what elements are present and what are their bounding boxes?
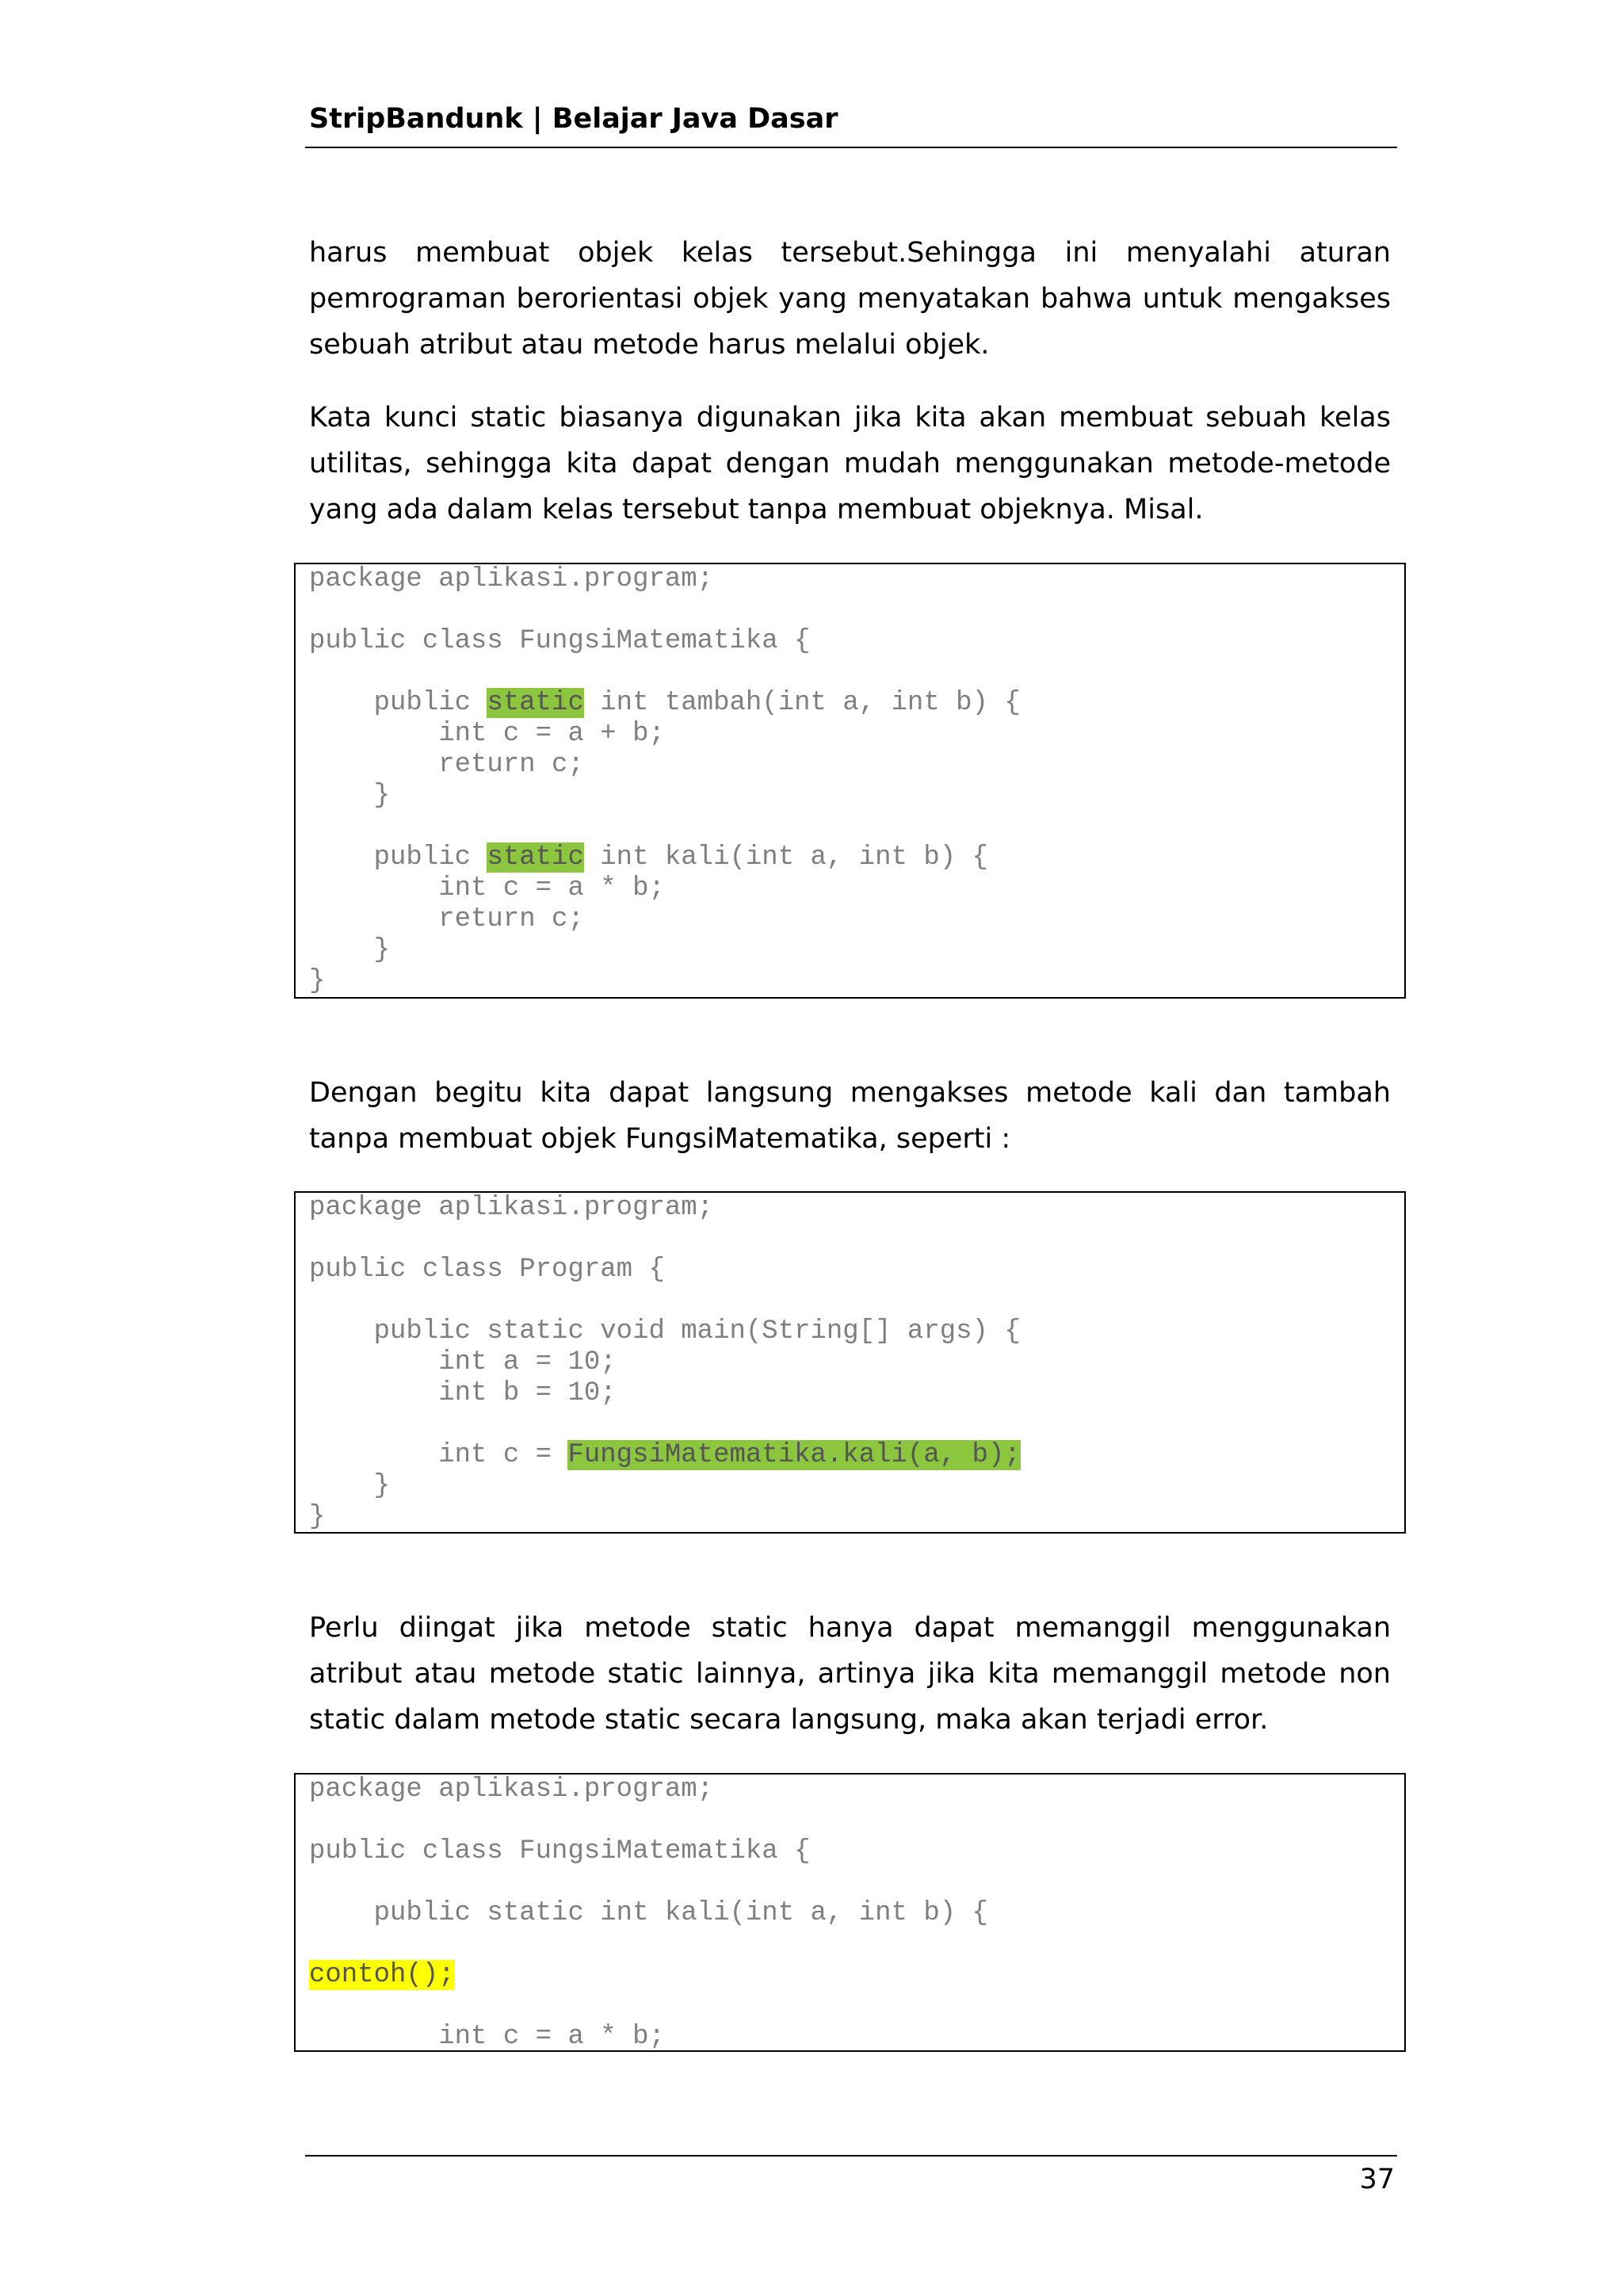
code-line <box>296 904 1404 935</box>
code-line <box>296 1193 1404 1224</box>
code-line <box>296 719 1404 750</box>
code-line <box>296 1960 1404 1991</box>
code-text: public static int kali(int a, int b) { <box>309 1898 988 1928</box>
code-text: public <box>309 842 487 873</box>
code-text: public class FungsiMatematika { <box>309 1836 811 1866</box>
code-text: public class FungsiMatematika { <box>309 626 811 656</box>
code-line <box>296 1440 1404 1471</box>
footer-rule <box>305 2155 1397 2157</box>
header-title: StripBandunk | Belajar Java Dasar <box>309 103 838 135</box>
code-line <box>296 935 1404 966</box>
header-rule <box>305 147 1397 148</box>
code-line <box>296 873 1404 904</box>
code-text: package aplikasi.program; <box>309 564 714 594</box>
code-text: package aplikasi.program; <box>309 1193 714 1223</box>
code-line <box>296 1502 1404 1533</box>
code-text: return c; <box>309 750 584 780</box>
code-line <box>296 1316 1404 1347</box>
code-text: } <box>309 1502 326 1532</box>
code-text: } <box>309 781 391 811</box>
code-block <box>294 1191 1406 1534</box>
code-text: } <box>309 1471 391 1501</box>
code-line <box>296 1929 1404 1960</box>
code-line <box>296 781 1404 812</box>
code-line <box>296 564 1404 595</box>
code-line <box>296 1409 1404 1440</box>
code-line <box>296 966 1404 997</box>
paragraph: harus membuat objek kelas tersebut.Sehingga ini menyalahi aturan pemrograman berorientasi objek yang menyatakan bahwa untuk mengakses sebuah atribut atau metode harus melalui objek. <box>309 237 1391 361</box>
code-line <box>296 1224 1404 1255</box>
code-line <box>296 1775 1404 1805</box>
code-line <box>296 1255 1404 1286</box>
code-line <box>296 1471 1404 1502</box>
code-line <box>296 1805 1404 1836</box>
code-line <box>296 1898 1404 1929</box>
code-line <box>296 595 1404 626</box>
code-text: int tambah(int a, int b) { <box>583 688 1021 718</box>
code-text: int c = a * b; <box>309 2022 665 2052</box>
code-line <box>296 688 1404 719</box>
code-text: return c; <box>309 904 584 934</box>
code-line <box>296 1867 1404 1898</box>
paragraph: Kata kunci static biasanya digunakan jika kita akan membuat sebuah kelas utilitas, sehingga kita dapat dengan mudah menggunakan metode-metode yang ada dalam kelas tersebut tanpa membuat objeknya. Misal. <box>309 402 1391 525</box>
code-line <box>296 750 1404 781</box>
code-text: } <box>309 935 391 965</box>
code-line <box>296 657 1404 688</box>
code-line <box>296 1836 1404 1867</box>
code-line <box>296 812 1404 842</box>
code-text: int c = <box>309 1440 568 1470</box>
code-text: int b = 10; <box>309 1378 617 1408</box>
code-text: int c = a + b; <box>309 719 665 749</box>
code-text: int a = 10; <box>309 1347 617 1377</box>
code-line <box>296 2022 1404 2052</box>
paragraph: Dengan begitu kita dapat langsung mengakses metode kali dan tambah tanpa membuat objek FungsiMatematika, seperti : <box>309 1077 1391 1155</box>
highlighted-code: static <box>487 688 584 718</box>
code-text: } <box>309 966 326 996</box>
page-number: 37 <box>1359 2164 1395 2195</box>
code-line <box>296 842 1404 873</box>
code-line <box>296 1286 1404 1316</box>
code-text: public static void main(String[] args) { <box>309 1316 1021 1347</box>
code-line <box>296 1991 1404 2022</box>
code-block <box>294 563 1406 999</box>
code-line <box>296 1378 1404 1409</box>
highlighted-code: FungsiMatematika.kali(a, b); <box>567 1440 1021 1470</box>
code-text: public class Program { <box>309 1255 665 1285</box>
code-line <box>296 1347 1404 1378</box>
paragraph: Perlu diingat jika metode static hanya dapat memanggil menggunakan atribut atau metode static lainnya, artinya jika kita memanggil metode non static dalam metode static secara langsung, maka akan terjadi error. <box>309 1612 1391 1736</box>
highlighted-code: static <box>487 842 584 873</box>
code-text: package aplikasi.program; <box>309 1775 714 1805</box>
highlighted-code: contoh(); <box>309 1960 455 1990</box>
code-block <box>294 1773 1406 2052</box>
code-text: public <box>309 688 487 718</box>
code-text: int c = a * b; <box>309 873 665 904</box>
code-text: int kali(int a, int b) { <box>583 842 988 873</box>
code-line <box>296 626 1404 657</box>
